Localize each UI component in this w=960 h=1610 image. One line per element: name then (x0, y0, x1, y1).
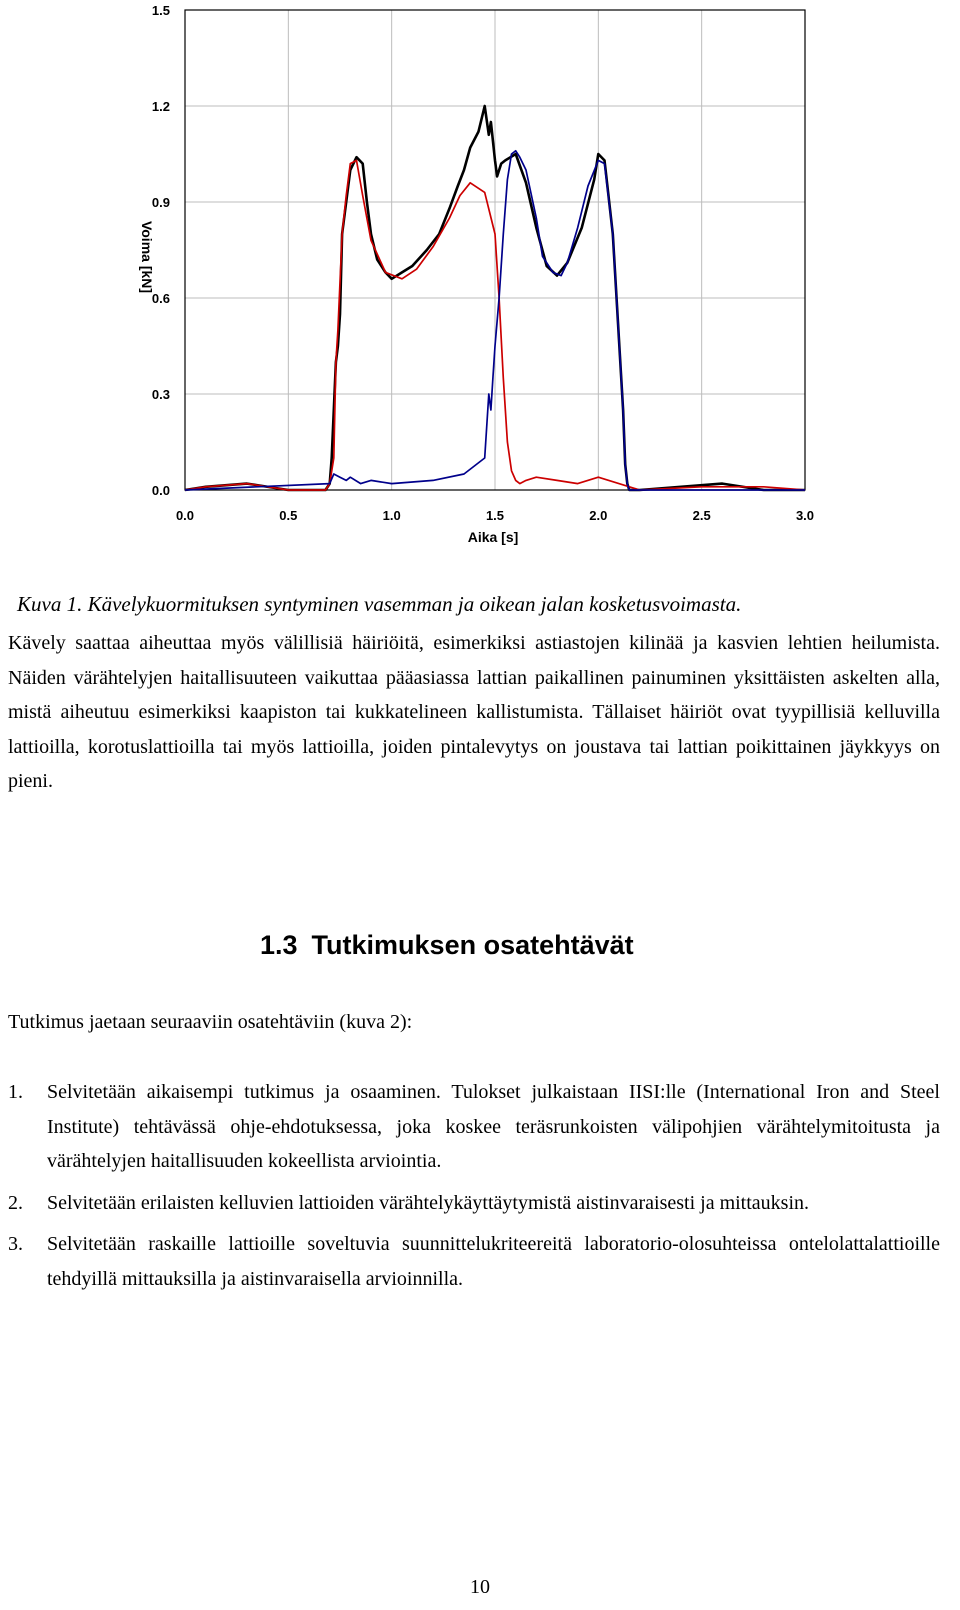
x-axis-title: Aika [s] (467, 529, 519, 545)
y-tick-label: 0.6 (151, 291, 170, 306)
list-item-number: 2. (8, 1191, 23, 1214)
y-tick-label: 0.3 (151, 387, 170, 402)
y-tick-label: 1.5 (151, 3, 170, 18)
list-item (8, 1227, 940, 1296)
page-number: 10 (470, 1576, 490, 1598)
list-item-text: Selvitetään raskaille lattioille soveltuvia suunnittelukriteereitä laboratorio-olosuhteissa ontelolattalattioille tehdyillä mittauksilla ja aistinvaraisella arvioinnilla. (47, 1233, 940, 1290)
section-number: 1.3 (260, 930, 298, 960)
x-tick-label: 2.0 (589, 508, 608, 523)
x-tick-label: 1.5 (485, 508, 505, 523)
x-tick-label: 3.0 (795, 508, 815, 523)
list-item-text: Selvitetään erilaisten kelluvien lattioiden värähtelykäyttäytymistä aistinvaraisesti ja mittauksin. (47, 1191, 810, 1214)
x-tick-label: 2.5 (692, 508, 711, 523)
x-tick-label: 0.0 (175, 508, 195, 523)
chart-grid (185, 10, 805, 490)
y-tick-label: 0.9 (151, 195, 170, 210)
x-tick-label: 1.0 (382, 508, 401, 523)
list-item (8, 1186, 940, 1221)
list-item-number: 1. (8, 1081, 23, 1103)
section-title: Tutkimuksen osatehtävät (311, 930, 634, 960)
list-item (8, 1075, 940, 1179)
force-time-chart (120, 0, 840, 570)
y-tick-label: 1.2 (151, 99, 170, 114)
task-list (8, 1075, 940, 1303)
y-tick-label: 0.0 (151, 483, 170, 498)
y-axis-title: Voima [kN] (139, 220, 155, 294)
list-item-text: Selvitetään aikaisempi tutkimus ja osaaminen. Tulokset julkaistaan IISI:lle (International Iron and Steel Institute) tehtävässä ohje-ehdotuksessa, joka koskee teräsrunkoisten välipohjien värähtelymitoitusta ja värähtelyjen haitallisuuden kokeellista arviointia. (47, 1081, 940, 1172)
x-axis-ticks (176, 508, 814, 523)
section-heading (260, 930, 634, 961)
figure-caption: Kuva 1. Kävelykuormituksen syntyminen vasemman ja oikean jalan kosketusvoimasta. (17, 592, 742, 616)
list-intro: Tutkimus jaetaan seuraaviin osatehtäviin (kuva 2): (8, 1011, 413, 1033)
body-paragraph: Kävely saattaa aiheuttaa myös välillisiä häiriöitä, esimerkiksi astiastojen kilinää ja kasvien lehtien heilumista. Näiden värähtelyjen haitallisuuteen vaikuttaa pääasiassa lattian paikallinen painuminen yksittäisten askelten alla, mistä aiheutuu esimerkiksi kaapiston tai kukkatelineen kallistumista. Tällaiset häiriöt ovat tyypillisiä kelluvilla lattioilla, korotuslattioilla tai myös lattioilla, joiden pintalevytys on joustava tai lattian poikittainen jäykkyys on pieni. (8, 632, 940, 792)
x-tick-label: 0.5 (279, 508, 298, 523)
list-item-number: 3. (8, 1233, 23, 1255)
